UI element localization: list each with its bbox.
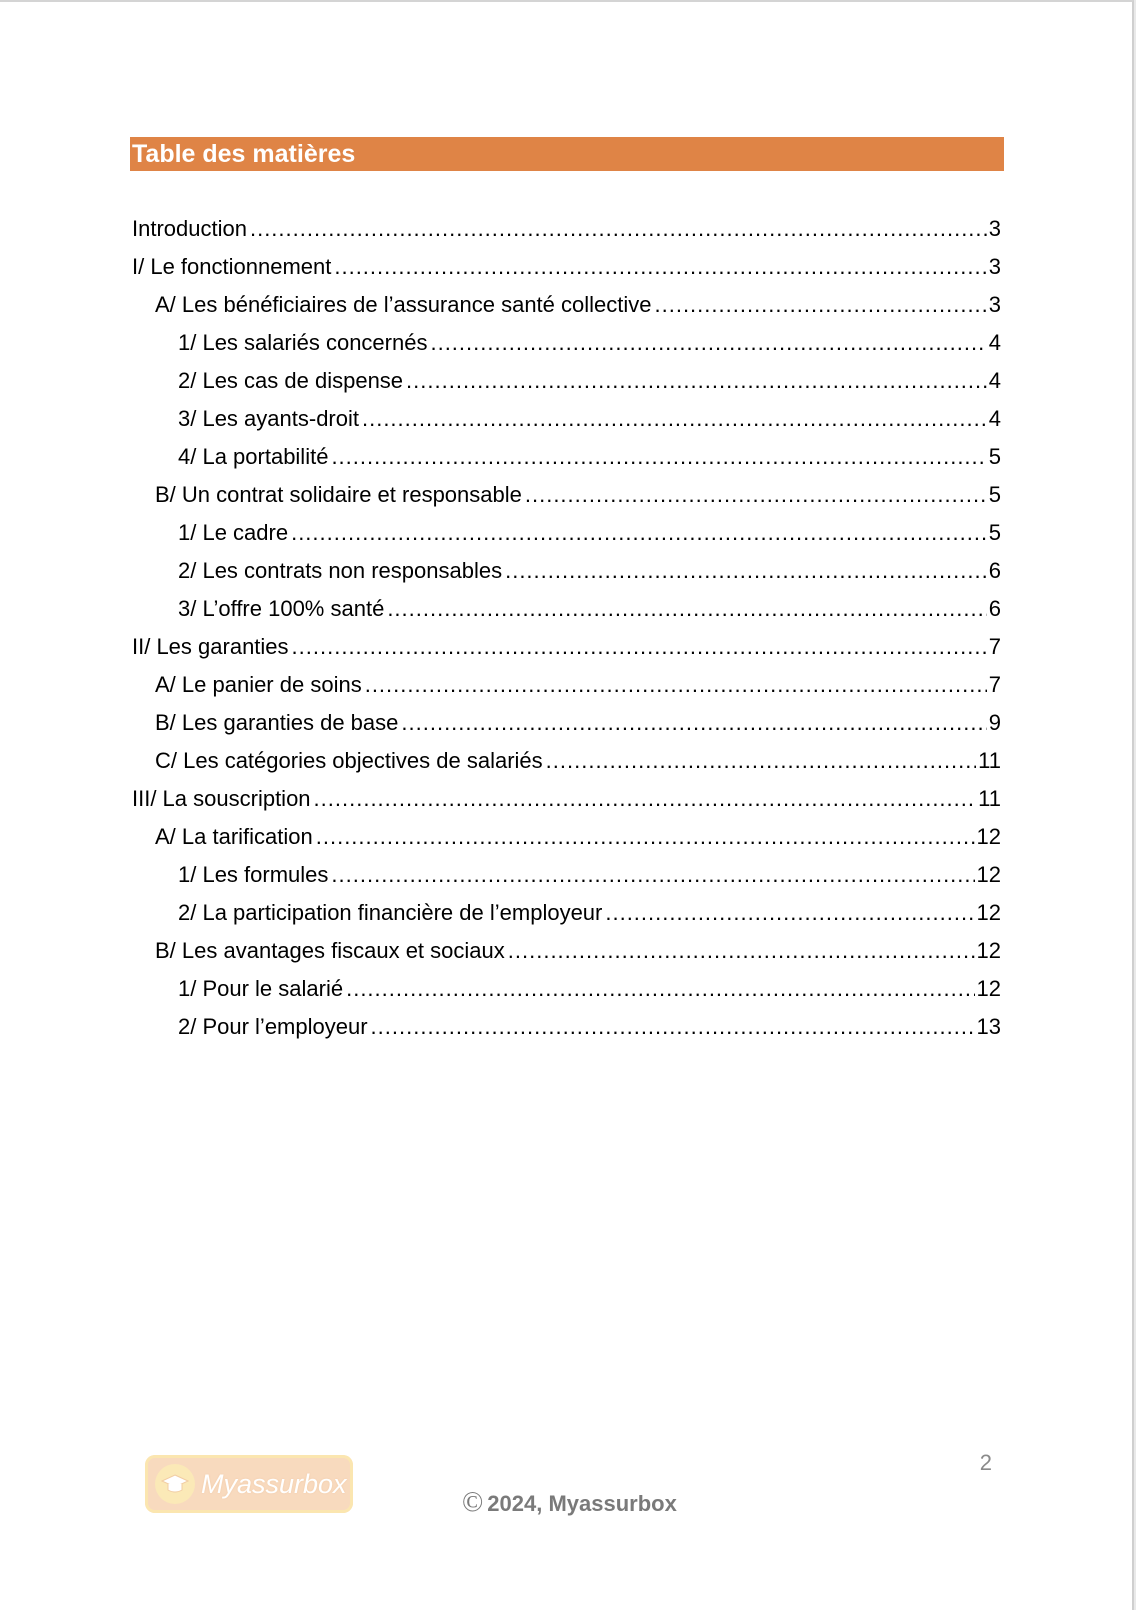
toc-entry-page: 9 [988,710,1001,735]
footer-copyright [462,1487,677,1519]
toc-leader-dots [387,590,986,628]
toc-leader-dots [291,514,987,552]
toc-entry[interactable] [132,894,1001,932]
toc-leader-dots [605,894,974,932]
toc-leader-dots [314,780,977,818]
toc-entry-page: 11 [978,786,1001,811]
toc-entry-label: 4/ La portabilité [178,444,329,469]
toc-entry-page: 5 [988,444,1001,469]
toc-entry-label: A/ Les bénéficiaires de l’assurance santé collective [155,292,652,317]
toc-entry[interactable] [132,286,1001,324]
toc-entry[interactable] [132,704,1001,742]
graduation-cap-icon [155,1464,195,1504]
toc-entry-label: 2/ Les contrats non responsables [178,558,503,583]
toc-entry-page: 12 [976,862,1001,887]
toc-entry-page: 13 [976,1014,1001,1039]
toc-entry-page: 6 [988,558,1001,583]
toc-entry-label: B/ Les avantages fiscaux et sociaux [155,938,505,963]
toc-leader-dots [331,438,986,476]
toc-entry-label: 2/ La participation financière de l’employeur [178,900,603,925]
toc-entry[interactable] [132,552,1001,590]
toc-leader-dots [331,856,974,894]
toc-entry[interactable] [132,1008,1001,1046]
toc-entry-label: B/ Les garanties de base [155,710,399,735]
toc-entry-label: 1/ Les formules [178,862,329,887]
toc-heading: Table des matières [130,137,1004,171]
toc-entry-label: B/ Un contrat solidaire et responsable [155,482,522,507]
toc-leader-dots [525,476,987,514]
toc-entry-page: 7 [988,672,1001,697]
toc-entry-page: 3 [988,254,1001,279]
toc-entry[interactable] [132,742,1001,780]
toc-entry-label: 1/ Les salariés concernés [178,330,428,355]
toc-entry-page: 12 [976,900,1001,925]
toc-entry-page: 4 [988,330,1001,355]
toc-entry[interactable] [132,248,1001,286]
toc-entry[interactable] [132,590,1001,628]
toc-entry-page: 7 [988,634,1001,659]
footer-text: 2024, Myassurbox [487,1491,677,1516]
toc-entry[interactable] [132,970,1001,1008]
toc-leader-dots [655,286,987,324]
toc-entry[interactable] [132,818,1001,856]
toc-entry-label: 3/ L’offre 100% santé [178,596,385,621]
toc-leader-dots [401,704,986,742]
toc-entry-page: 12 [976,824,1001,849]
toc-entry-page: 11 [978,748,1001,773]
toc-entry[interactable] [132,780,1001,818]
toc-entry[interactable] [132,362,1001,400]
toc-entry-label: A/ La tarification [155,824,313,849]
toc-entry-label: A/ Le panier de soins [155,672,362,697]
copyright-icon: © [462,1487,484,1518]
toc-entry-label: 1/ Le cadre [178,520,289,545]
toc-entry-label: C/ Les catégories objectives de salariés [155,748,543,773]
myassurbox-logo [145,1455,353,1513]
toc-entry-label: II/ Les garanties [132,634,289,659]
toc-leader-dots [371,1008,975,1046]
toc-entry-page: 3 [988,292,1001,317]
toc-entry-page: 4 [988,406,1001,431]
toc-leader-dots [406,362,987,400]
toc-entry-label: 2/ Les cas de dispense [178,368,404,393]
toc-entry[interactable] [132,514,1001,552]
toc-leader-dots [346,970,974,1008]
toc-entry-label: 1/ Pour le salarié [178,976,344,1001]
toc-entry-label: Introduction [132,216,247,241]
logo-text: Myassurbox [201,1468,347,1499]
toc-leader-dots [546,742,977,780]
toc-entry[interactable] [132,666,1001,704]
toc-entry[interactable] [132,324,1001,362]
toc-entry-page: 6 [988,596,1001,621]
toc-leader-dots [362,400,987,438]
toc-entry[interactable] [132,856,1001,894]
toc-entry-page: 12 [976,938,1001,963]
toc-leader-dots [316,818,975,856]
toc-leader-dots [292,628,987,666]
toc-entry-page: 5 [988,482,1001,507]
toc-entry-label: 3/ Les ayants-droit [178,406,359,431]
toc-entry-page: 3 [988,216,1001,241]
toc-entry-page: 12 [976,976,1001,1001]
toc-leader-dots [508,932,975,970]
toc-leader-dots [334,248,986,286]
toc-entry[interactable] [132,400,1001,438]
toc-entry[interactable] [132,476,1001,514]
toc-entry[interactable] [132,438,1001,476]
page-number: 2 [979,1450,992,1475]
toc-leader-dots [365,666,987,704]
toc-entry-page: 5 [988,520,1001,545]
toc-entry[interactable] [132,210,1001,248]
table-of-contents [132,210,1001,1046]
toc-entry-label: III/ La souscription [132,786,311,811]
toc-entry[interactable] [132,628,1001,666]
toc-entry-page: 4 [988,368,1001,393]
toc-leader-dots [430,324,986,362]
toc-entry-label: I/ Le fonctionnement [132,254,332,279]
toc-entry[interactable] [132,932,1001,970]
toc-entry-label: 2/ Pour l’employeur [178,1014,368,1039]
toc-leader-dots [505,552,987,590]
toc-leader-dots [250,210,987,248]
